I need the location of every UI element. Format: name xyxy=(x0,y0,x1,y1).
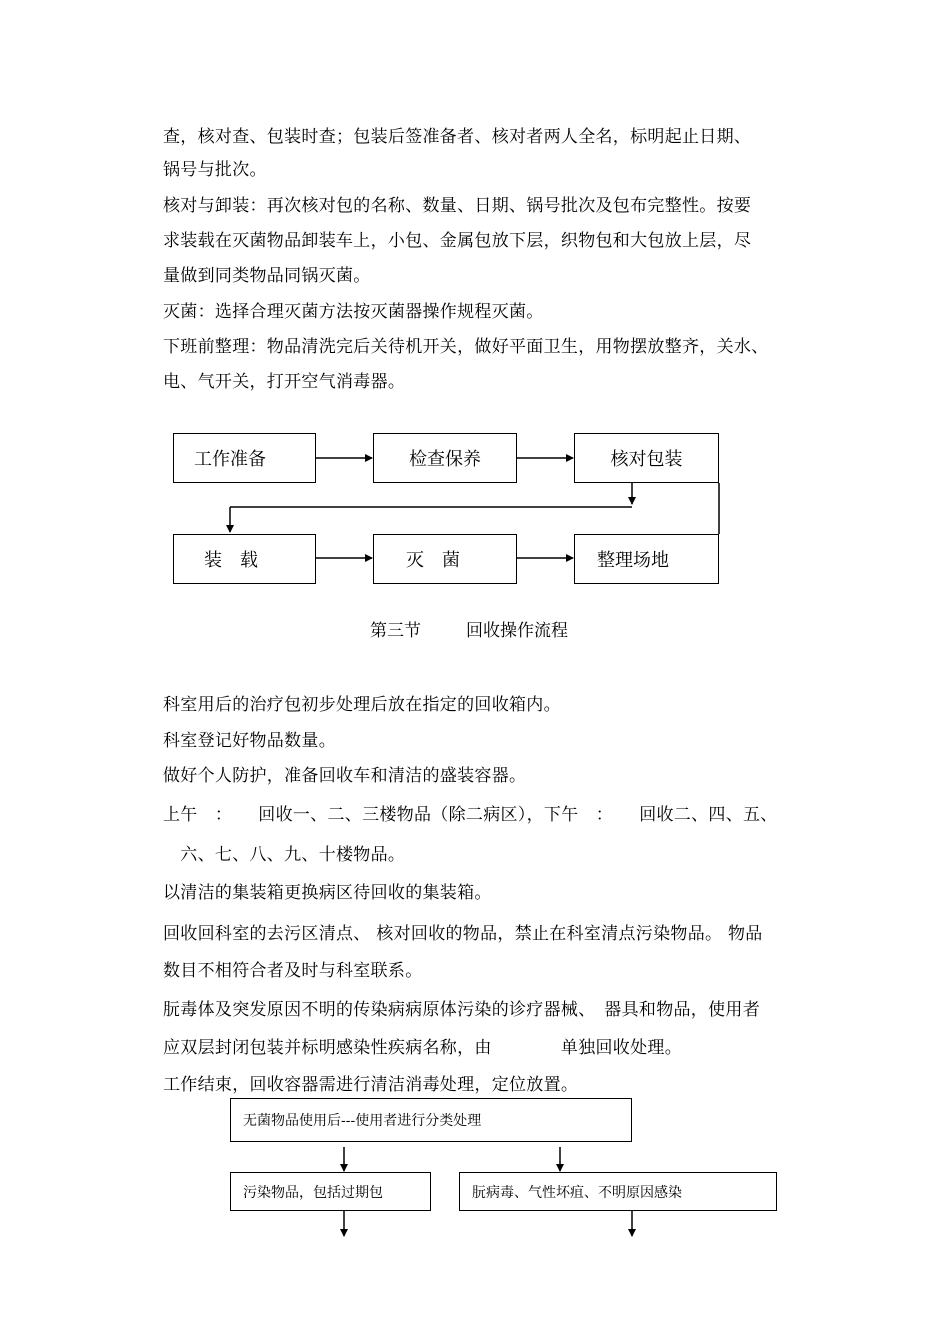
flow-box-label: 工作准备 xyxy=(194,449,266,470)
section-number: 第三节 xyxy=(370,621,421,641)
paragraph-line: 核对与卸装：再次核对包的名称、数量、日期、锅号批次及包布完整性。按要 xyxy=(163,196,752,216)
flow-box-verify-pack xyxy=(574,433,719,483)
flow2-box-label: 朊病毒、气性坏疽、不明原因感染 xyxy=(472,1184,682,1201)
flow-box-sterilize xyxy=(373,534,517,584)
flow-box-label: 检查保养 xyxy=(409,449,481,470)
paragraph-line: 数目不相符合者及时与科室联系。 xyxy=(163,961,423,981)
flow2-box-top xyxy=(230,1098,632,1142)
paragraph-line: 求装载在灭菌物品卸装车上，小包、金属包放下层，织物包和大包放上层，尽 xyxy=(163,231,752,251)
paragraph-line: 查，核对查、包装时查；包装后签准备者、核对者两人全名，标明起止日期、 xyxy=(163,127,752,147)
paragraph-line: 锅号与批次。 xyxy=(163,160,267,180)
paragraph-line: 回收回科室的去污区清点、 核对回收的物品，禁止在科室清点污染物品。 物品 xyxy=(163,924,763,944)
paragraph-line: 上午 ： 回收一、二、三楼物品（除二病区），下午 ： 回收二、四、五、 xyxy=(163,805,778,825)
paragraph-line: 下班前整理：物品清洗完后关待机开关，做好平面卫生，用物摆放整齐，关水、 xyxy=(163,337,769,357)
flow-box-label: 整理场地 xyxy=(597,550,669,571)
flow2-box-left xyxy=(230,1172,431,1211)
paragraph-line: 科室用后的治疗包初步处理后放在指定的回收箱内。 xyxy=(163,695,561,715)
paragraph-line: 朊毒体及突发原因不明的传染病病原体污染的诊疗器械、 器具和物品，使用者 xyxy=(163,1000,760,1020)
flow-box-load xyxy=(173,534,316,584)
flow2-box-label: 无菌物品使用后---使用者进行分类处理 xyxy=(243,1113,482,1129)
flow2-box-right xyxy=(459,1172,777,1211)
flow-box-check xyxy=(373,433,517,483)
flow-box-label: 装 载 xyxy=(204,550,258,571)
paragraph-line: 应双层封闭包装并标明感染性疾病名称，由 单独回收处理。 xyxy=(163,1038,682,1058)
paragraph-line: 以清洁的集装箱更换病区待回收的集装箱。 xyxy=(163,883,492,903)
flow2-box-label: 污染物品，包括过期包 xyxy=(243,1184,383,1201)
flow-box-label: 核对包装 xyxy=(610,449,683,470)
section-title: 回收操作流程 xyxy=(466,621,568,641)
flow-box-label: 灭 菌 xyxy=(406,550,460,571)
paragraph-line: 灭菌：选择合理灭菌方法按灭菌器操作规程灭菌。 xyxy=(163,302,544,322)
paragraph-line: 电、气开关，打开空气消毒器。 xyxy=(163,372,406,392)
paragraph-line: 六、七、八、九、十楼物品。 xyxy=(163,845,406,865)
paragraph-line: 工作结束，回收容器需进行清洁消毒处理，定位放置。 xyxy=(163,1075,579,1095)
flow-box-prepare xyxy=(173,433,316,483)
flow-box-tidy xyxy=(574,534,719,584)
paragraph-line: 科室登记好物品数量。 xyxy=(163,731,336,751)
paragraph-line: 量做到同类物品同锅灭菌。 xyxy=(163,266,371,286)
paragraph-line: 做好个人防护，准备回收车和清洁的盛装容器。 xyxy=(163,766,527,786)
